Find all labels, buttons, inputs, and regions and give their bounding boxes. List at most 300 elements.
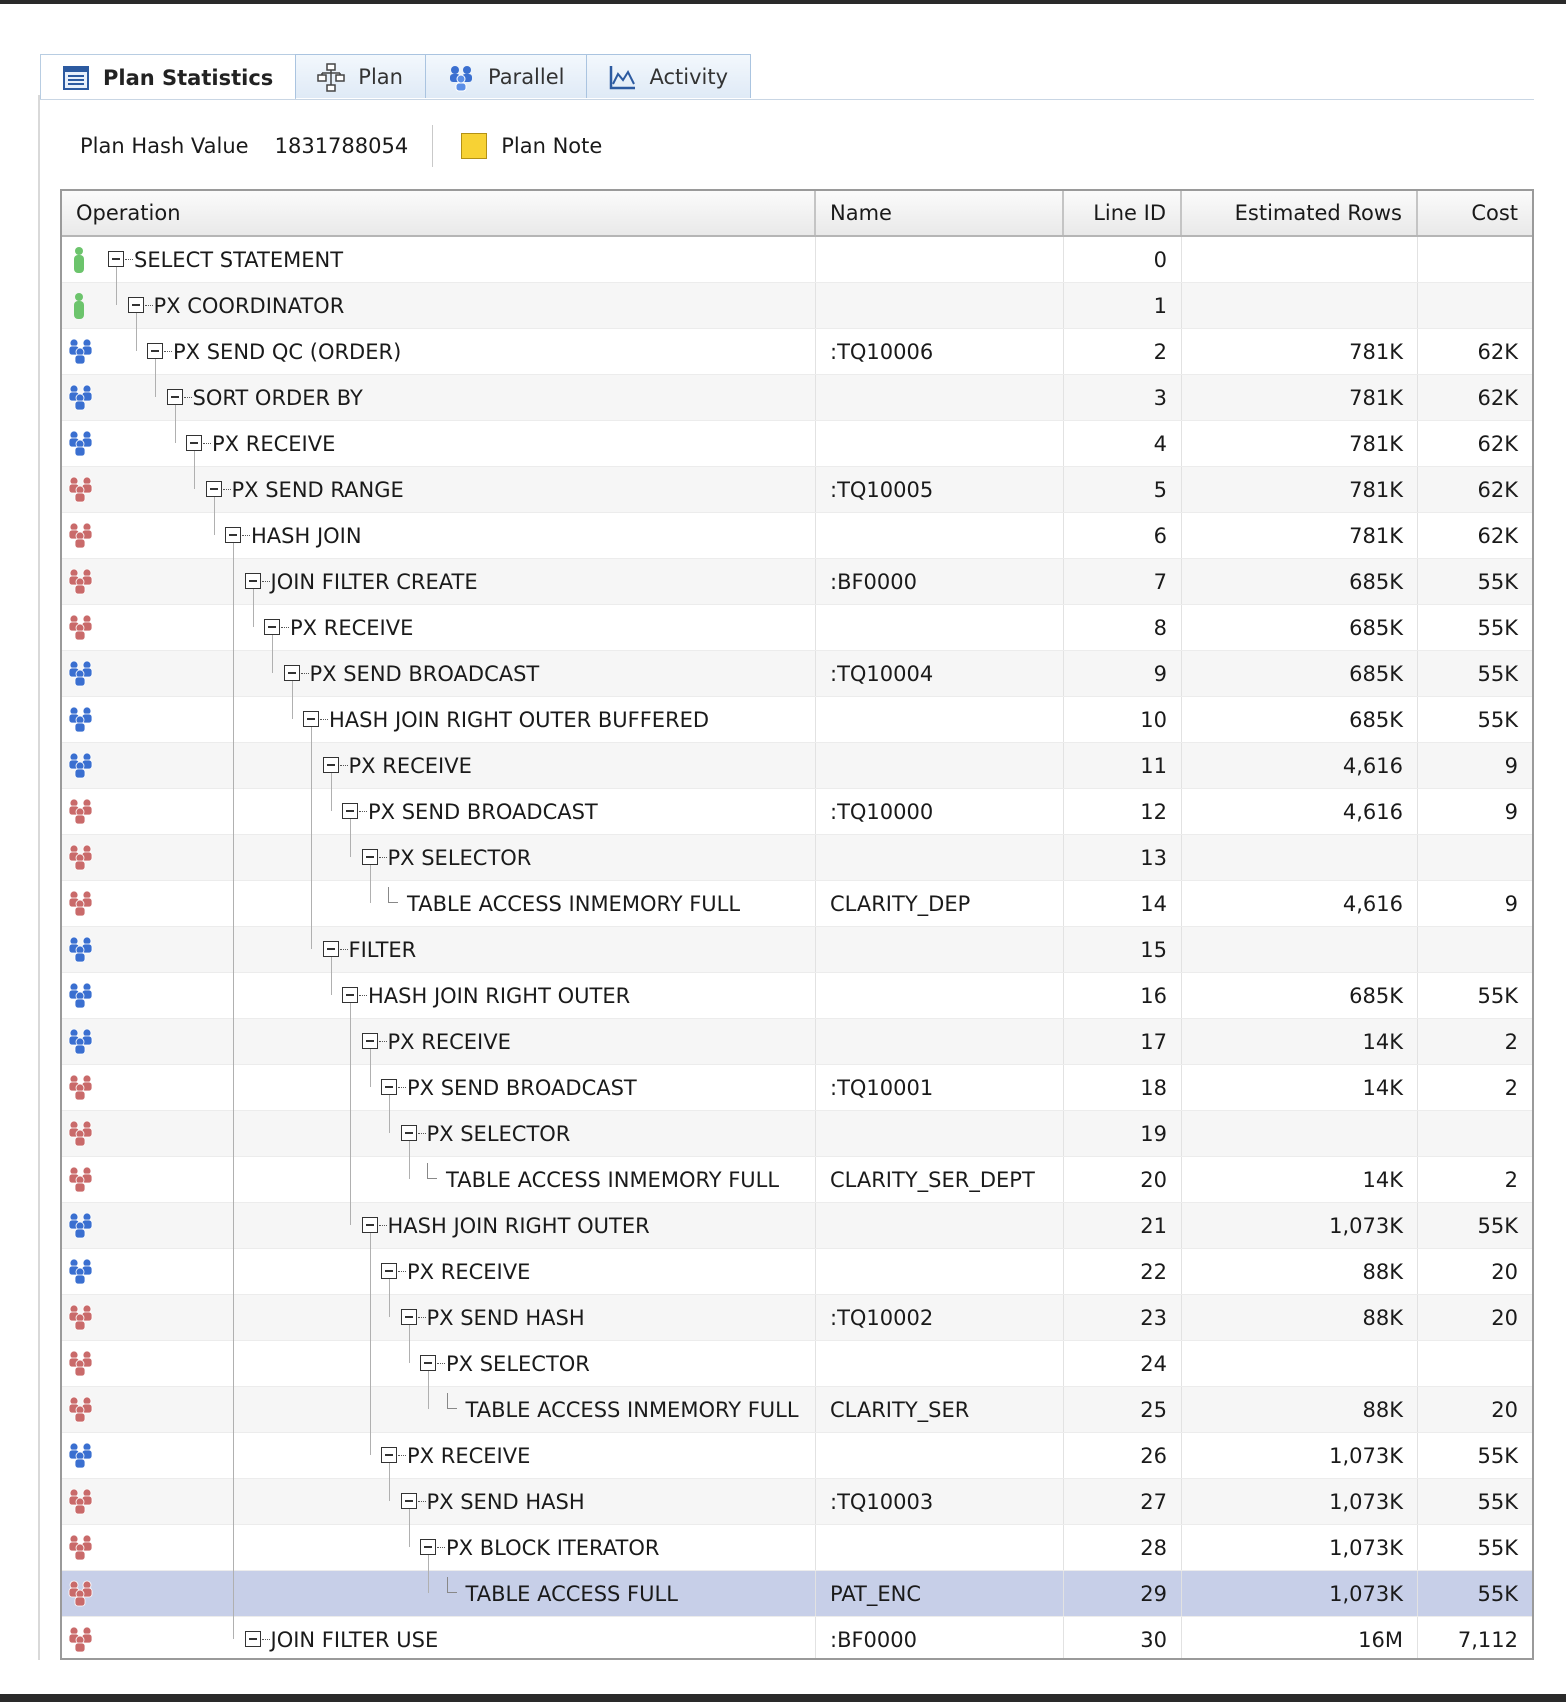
name-cell: CLARITY_SER <box>816 1387 1064 1432</box>
cost-cell <box>1418 1341 1532 1386</box>
cost-cell: 55K <box>1477 1489 1518 1514</box>
operation-label: PX BLOCK ITERATOR <box>446 1536 660 1560</box>
top-border <box>0 0 1566 4</box>
name-cell <box>816 375 1064 420</box>
operation-cell <box>62 1341 816 1386</box>
tree-connector <box>164 351 172 352</box>
line-id-cell: 13 <box>1064 835 1182 880</box>
cost-cell: 20 <box>1491 1305 1518 1330</box>
parallel-server-red-icon <box>65 613 97 643</box>
collapse-toggle-icon[interactable] <box>245 573 261 589</box>
table-row[interactable] <box>62 927 1532 973</box>
table-row[interactable] <box>62 881 1532 927</box>
collapse-toggle-icon[interactable] <box>225 527 241 543</box>
operation-label: PX SEND BROADCAST <box>407 1076 637 1100</box>
query-coordinator-icon <box>65 291 97 321</box>
operation-label: PX RECEIVE <box>212 432 336 456</box>
tree-guide-line <box>389 1095 390 1133</box>
name-cell <box>816 1249 1064 1294</box>
tab-label: Parallel <box>487 64 565 89</box>
operation-label: PX SELECTOR <box>446 1352 590 1376</box>
operation-cell <box>62 1617 816 1660</box>
cost-cell: 55K <box>1477 1213 1518 1238</box>
operation-cell <box>62 513 816 558</box>
collapse-toggle-icon[interactable] <box>323 941 339 957</box>
operation-cell <box>62 237 816 282</box>
operation-label: PX RECEIVE <box>290 616 414 640</box>
operation-label: PX SELECTOR <box>426 1122 571 1146</box>
collapse-toggle-icon[interactable] <box>420 1355 436 1371</box>
plan-tree-icon <box>316 62 346 92</box>
cost-cell: 55K <box>1477 983 1518 1008</box>
parallel-server-blue-icon <box>65 383 97 413</box>
parallel-server-blue-icon <box>65 705 97 735</box>
operation-label: PX SEND RANGE <box>231 478 404 502</box>
cost-cell: 62K <box>1477 431 1518 456</box>
table-row[interactable] <box>62 1203 1532 1249</box>
cost-cell <box>1418 835 1532 880</box>
tree-connector <box>418 1133 426 1134</box>
operation-label: HASH JOIN RIGHT OUTER BUFFERED <box>329 708 710 732</box>
table-row[interactable] <box>62 1433 1532 1479</box>
line-id-cell: 7 <box>1064 559 1182 604</box>
collapse-toggle-icon[interactable] <box>147 343 163 359</box>
table-row[interactable] <box>62 375 1532 421</box>
name-cell <box>816 1525 1064 1570</box>
estimated-rows-cell: 685K <box>1182 697 1418 742</box>
line-id-cell: 8 <box>1064 605 1182 650</box>
cost-cell: 2 <box>1504 1075 1518 1100</box>
cost-cell: 55K <box>1477 1535 1518 1560</box>
cost-cell <box>1418 237 1532 282</box>
operation-cell <box>62 467 816 512</box>
tab-label: Plan <box>358 64 403 89</box>
name-cell: CLARITY_DEP <box>816 881 1064 926</box>
parallel-icon <box>446 62 476 92</box>
collapse-toggle-icon[interactable] <box>401 1125 417 1141</box>
name-cell: :TQ10002 <box>816 1295 1064 1340</box>
cost-cell: 55K <box>1477 615 1518 640</box>
operation-label: SORT ORDER BY <box>192 386 363 410</box>
operation-cell <box>62 283 816 328</box>
line-id-cell: 18 <box>1064 1065 1182 1110</box>
operation-cell <box>62 1525 816 1570</box>
plan-hash-label: Plan Hash Value <box>80 134 249 158</box>
tree-connector <box>262 581 270 582</box>
table-row[interactable] <box>62 1249 1532 1295</box>
name-cell <box>816 743 1064 788</box>
line-id-cell: 4 <box>1064 421 1182 466</box>
collapse-toggle-icon[interactable] <box>420 1539 436 1555</box>
parallel-server-red-icon <box>65 1303 97 1333</box>
tree-connector <box>359 811 367 812</box>
tree-connector <box>223 489 231 490</box>
estimated-rows-cell: 1,073K <box>1182 1433 1418 1478</box>
operation-cell <box>62 1019 816 1064</box>
cost-cell: 2 <box>1504 1029 1518 1054</box>
table-row[interactable] <box>62 1019 1532 1065</box>
tab-strip <box>40 54 750 100</box>
collapse-toggle-icon[interactable] <box>342 803 358 819</box>
operation-label: SELECT STATEMENT <box>134 248 344 272</box>
parallel-server-red-icon <box>65 1579 97 1609</box>
tree-connector <box>340 765 348 766</box>
line-id-cell: 3 <box>1064 375 1182 420</box>
tree-connector <box>242 535 250 536</box>
operation-label: HASH JOIN RIGHT OUTER <box>368 984 631 1008</box>
parallel-server-red-icon <box>65 567 97 597</box>
operation-label: TABLE ACCESS INMEMORY FULL <box>446 1168 780 1192</box>
collapse-toggle-icon[interactable] <box>128 297 144 313</box>
name-cell <box>816 605 1064 650</box>
collapse-toggle-icon[interactable] <box>381 1447 397 1463</box>
tree-guide-line <box>331 957 332 995</box>
tree-guide-line <box>409 1325 410 1363</box>
info-separator <box>432 125 433 167</box>
collapse-toggle-icon[interactable] <box>167 389 183 405</box>
tree-guide-line <box>389 1463 390 1501</box>
column-header-cost[interactable]: Cost <box>1471 201 1518 225</box>
estimated-rows-cell: 4,616 <box>1182 789 1418 834</box>
query-coordinator-icon <box>65 245 97 275</box>
cost-cell: 9 <box>1504 753 1518 778</box>
collapse-toggle-icon[interactable] <box>362 849 378 865</box>
operation-cell <box>62 1065 816 1110</box>
table-row[interactable] <box>62 789 1532 835</box>
table-row[interactable] <box>62 421 1532 467</box>
tree-guide-line <box>389 1279 390 1317</box>
estimated-rows-cell <box>1182 283 1418 328</box>
parallel-server-red-icon <box>65 843 97 873</box>
operation-cell <box>62 881 816 926</box>
table-row[interactable] <box>62 1525 1532 1571</box>
cost-cell: 20 <box>1491 1397 1518 1422</box>
column-header-line-id[interactable]: Line ID <box>1064 191 1182 235</box>
name-cell <box>816 1433 1064 1478</box>
parallel-server-blue-icon <box>65 1211 97 1241</box>
table-row[interactable] <box>62 973 1532 1019</box>
tree-leaf-connector <box>447 1393 457 1409</box>
cost-cell <box>1418 1111 1532 1156</box>
estimated-rows-cell: 1,073K <box>1182 1479 1418 1524</box>
name-cell <box>816 1111 1064 1156</box>
cost-cell: 55K <box>1477 707 1518 732</box>
parallel-server-red-icon <box>65 1533 97 1563</box>
line-id-cell: 28 <box>1064 1525 1182 1570</box>
tree-leaf-connector <box>388 887 398 903</box>
table-row[interactable] <box>62 1157 1532 1203</box>
tree-connector <box>418 1317 426 1318</box>
parallel-server-red-icon <box>65 1165 97 1195</box>
tab-underline <box>40 99 1534 100</box>
table-row[interactable] <box>62 513 1532 559</box>
parallel-server-blue-icon <box>65 659 97 689</box>
tree-connector <box>398 1087 406 1088</box>
tree-guide-line <box>136 313 137 351</box>
operation-label: HASH JOIN <box>251 524 362 548</box>
tree-connector <box>359 995 367 996</box>
tree-guide-line <box>409 1141 410 1179</box>
parallel-server-blue-icon <box>65 337 97 367</box>
tree-guide-line <box>370 1233 371 1455</box>
estimated-rows-cell: 781K <box>1182 375 1418 420</box>
operation-label: PX RECEIVE <box>387 1030 511 1054</box>
name-cell: CLARITY_SER_DEPT <box>816 1157 1064 1202</box>
tree-connector <box>340 949 348 950</box>
tree-guide-line <box>214 497 215 535</box>
table-row[interactable] <box>62 1387 1532 1433</box>
operation-cell <box>62 1295 816 1340</box>
cost-cell: 62K <box>1477 339 1518 364</box>
parallel-server-blue-icon <box>65 1257 97 1287</box>
cost-cell: 9 <box>1504 891 1518 916</box>
tab-activity[interactable] <box>586 54 751 98</box>
line-id-cell: 12 <box>1064 789 1182 834</box>
table-row[interactable] <box>62 743 1532 789</box>
parallel-server-blue-icon <box>65 1027 97 1057</box>
line-id-cell: 26 <box>1064 1433 1182 1478</box>
name-cell <box>816 1203 1064 1248</box>
tree-guide-line <box>233 543 234 1639</box>
table-row[interactable] <box>62 1065 1532 1111</box>
operation-label: TABLE ACCESS FULL <box>465 1582 678 1606</box>
table-row[interactable] <box>62 1111 1532 1157</box>
line-id-cell: 19 <box>1064 1111 1182 1156</box>
estimated-rows-cell: 14K <box>1182 1019 1418 1064</box>
column-header-name[interactable]: Name <box>816 191 1064 235</box>
tree-guide-line <box>428 1555 429 1593</box>
operation-cell <box>62 329 816 374</box>
collapse-toggle-icon[interactable] <box>245 1631 261 1647</box>
tree-connector <box>398 1271 406 1272</box>
parallel-server-red-icon <box>65 1487 97 1517</box>
operation-label: PX SELECTOR <box>387 846 532 870</box>
operation-cell <box>62 927 816 972</box>
parallel-server-red-icon <box>65 521 97 551</box>
operation-cell <box>62 605 816 650</box>
estimated-rows-cell <box>1182 835 1418 880</box>
table-row[interactable] <box>62 651 1532 697</box>
name-cell: :TQ10006 <box>816 329 1064 374</box>
cost-cell <box>1418 927 1532 972</box>
operation-cell <box>62 1479 816 1524</box>
parallel-server-red-icon <box>65 475 97 505</box>
collapse-toggle-icon[interactable] <box>401 1309 417 1325</box>
line-id-cell: 9 <box>1064 651 1182 696</box>
table-row[interactable] <box>62 283 1532 329</box>
estimated-rows-cell: 781K <box>1182 467 1418 512</box>
table-row[interactable] <box>62 559 1532 605</box>
collapse-toggle-icon[interactable] <box>108 251 124 267</box>
plan-note-icon[interactable] <box>461 133 487 159</box>
operation-label: JOIN FILTER CREATE <box>270 570 478 594</box>
operation-label: PX SEND HASH <box>426 1306 585 1330</box>
operation-label: JOIN FILTER USE <box>270 1628 439 1652</box>
name-cell <box>816 237 1064 282</box>
estimated-rows-cell: 14K <box>1182 1065 1418 1110</box>
tree-connector <box>379 1225 387 1226</box>
operation-label: PX RECEIVE <box>407 1444 531 1468</box>
table-row[interactable] <box>62 467 1532 513</box>
collapse-toggle-icon[interactable] <box>342 987 358 1003</box>
cost-cell: 62K <box>1477 477 1518 502</box>
name-cell: :TQ10004 <box>816 651 1064 696</box>
tree-guide-line <box>370 865 371 903</box>
collapse-toggle-icon[interactable] <box>284 665 300 681</box>
tree-connector <box>437 1547 445 1548</box>
operation-cell <box>62 1249 816 1294</box>
tree-connector <box>437 1363 445 1364</box>
collapse-toggle-icon[interactable] <box>206 481 222 497</box>
collapse-toggle-icon[interactable] <box>381 1263 397 1279</box>
tree-connector <box>379 1041 387 1042</box>
name-cell <box>816 513 1064 558</box>
cost-cell: 62K <box>1477 385 1518 410</box>
line-id-cell: 14 <box>1064 881 1182 926</box>
tree-connector <box>320 719 328 720</box>
collapse-toggle-icon[interactable] <box>381 1079 397 1095</box>
tree-leaf-connector <box>447 1577 457 1593</box>
bottom-border <box>0 1694 1566 1702</box>
operation-cell <box>62 789 816 834</box>
cost-cell: 55K <box>1477 661 1518 686</box>
estimated-rows-cell: 88K <box>1182 1295 1418 1340</box>
estimated-rows-cell: 781K <box>1182 421 1418 466</box>
tree-connector <box>379 857 387 858</box>
estimated-rows-cell: 4,616 <box>1182 743 1418 788</box>
tree-guide-line <box>331 773 332 811</box>
estimated-rows-cell <box>1182 1341 1418 1386</box>
cost-cell: 20 <box>1491 1259 1518 1284</box>
cost-cell: 2 <box>1504 1167 1518 1192</box>
tree-connector <box>184 397 192 398</box>
activity-chart-icon <box>607 62 637 92</box>
line-id-cell: 23 <box>1064 1295 1182 1340</box>
collapse-toggle-icon[interactable] <box>323 757 339 773</box>
plan-note-link[interactable]: Plan Note <box>501 134 603 158</box>
table-row[interactable] <box>62 605 1532 651</box>
table-row[interactable] <box>62 835 1532 881</box>
tree-connector <box>281 627 289 628</box>
operation-label: HASH JOIN RIGHT OUTER <box>387 1214 650 1238</box>
collapse-toggle-icon[interactable] <box>362 1033 378 1049</box>
line-id-cell: 6 <box>1064 513 1182 558</box>
tree-guide-line <box>350 819 351 857</box>
operation-cell <box>62 559 816 604</box>
tab-plan[interactable] <box>295 54 426 98</box>
table-row[interactable] <box>62 1295 1532 1341</box>
estimated-rows-cell: 781K <box>1182 329 1418 374</box>
tree-connector <box>418 1501 426 1502</box>
line-id-cell: 11 <box>1064 743 1182 788</box>
parallel-server-red-icon <box>65 889 97 919</box>
operation-label: PX SEND BROADCAST <box>368 800 598 824</box>
parallel-server-red-icon <box>65 797 97 827</box>
estimated-rows-cell <box>1182 1111 1418 1156</box>
plan-info-bar <box>80 122 602 170</box>
parallel-server-blue-icon <box>65 751 97 781</box>
line-id-cell: 10 <box>1064 697 1182 742</box>
cost-cell: 55K <box>1477 569 1518 594</box>
name-cell: :TQ10003 <box>816 1479 1064 1524</box>
estimated-rows-cell: 88K <box>1182 1387 1418 1432</box>
tab-parallel[interactable] <box>425 54 588 98</box>
tree-guide-line <box>350 1003 351 1225</box>
tree-guide-line <box>155 359 156 397</box>
name-cell: :TQ10001 <box>816 1065 1064 1110</box>
cost-cell: 55K <box>1477 1443 1518 1468</box>
parallel-server-red-icon <box>65 1349 97 1379</box>
collapse-toggle-icon[interactable] <box>186 435 202 451</box>
tree-guide-line <box>116 267 117 305</box>
tab-plan-statistics[interactable] <box>40 54 296 100</box>
name-cell: :TQ10000 <box>816 789 1064 834</box>
line-id-cell: 30 <box>1064 1617 1182 1660</box>
estimated-rows-cell: 1,073K <box>1182 1203 1418 1248</box>
estimated-rows-cell: 14K <box>1182 1157 1418 1202</box>
table-row[interactable] <box>62 237 1532 283</box>
name-cell <box>816 421 1064 466</box>
name-cell <box>816 927 1064 972</box>
tree-connector <box>145 305 153 306</box>
table-row[interactable] <box>62 1479 1532 1525</box>
name-cell: PAT_ENC <box>816 1571 1064 1616</box>
cost-cell <box>1418 283 1532 328</box>
line-id-cell: 15 <box>1064 927 1182 972</box>
name-cell <box>816 835 1064 880</box>
table-row[interactable] <box>62 697 1532 743</box>
line-id-cell: 24 <box>1064 1341 1182 1386</box>
tree-connector <box>203 443 211 444</box>
collapse-toggle-icon[interactable] <box>401 1493 417 1509</box>
table-body <box>62 237 1532 1660</box>
line-id-cell: 2 <box>1064 329 1182 374</box>
table-row[interactable] <box>62 329 1532 375</box>
parallel-server-blue-icon <box>65 981 97 1011</box>
tree-guide-line <box>272 635 273 673</box>
parallel-server-blue-icon <box>65 1441 97 1471</box>
estimated-rows-cell: 685K <box>1182 651 1418 696</box>
operation-label: PX RECEIVE <box>348 754 472 778</box>
table-row[interactable] <box>62 1617 1532 1660</box>
operation-label: FILTER <box>348 938 417 962</box>
name-cell: :TQ10005 <box>816 467 1064 512</box>
operation-cell <box>62 743 816 788</box>
line-id-cell: 0 <box>1064 237 1182 282</box>
line-id-cell: 25 <box>1064 1387 1182 1432</box>
collapse-toggle-icon[interactable] <box>303 711 319 727</box>
tab-label: Plan Statistics <box>103 65 274 90</box>
column-header-estimated-rows[interactable]: Estimated Rows <box>1182 191 1418 235</box>
operation-label: PX COORDINATOR <box>153 294 345 318</box>
line-id-cell: 22 <box>1064 1249 1182 1294</box>
line-id-cell: 27 <box>1064 1479 1182 1524</box>
operation-label: TABLE ACCESS INMEMORY FULL <box>407 892 741 916</box>
table-row[interactable] <box>62 1571 1532 1617</box>
estimated-rows-cell: 1,073K <box>1182 1571 1418 1616</box>
operation-cell <box>62 1203 816 1248</box>
operation-cell <box>62 1571 816 1616</box>
column-header-operation[interactable]: Operation <box>62 191 816 235</box>
collapse-toggle-icon[interactable] <box>362 1217 378 1233</box>
estimated-rows-cell: 685K <box>1182 559 1418 604</box>
collapse-toggle-icon[interactable] <box>264 619 280 635</box>
name-cell <box>816 697 1064 742</box>
tree-leaf-connector <box>427 1163 437 1179</box>
tree-connector <box>125 259 133 260</box>
operation-label: PX SEND BROADCAST <box>309 662 540 686</box>
table-row[interactable] <box>62 1341 1532 1387</box>
